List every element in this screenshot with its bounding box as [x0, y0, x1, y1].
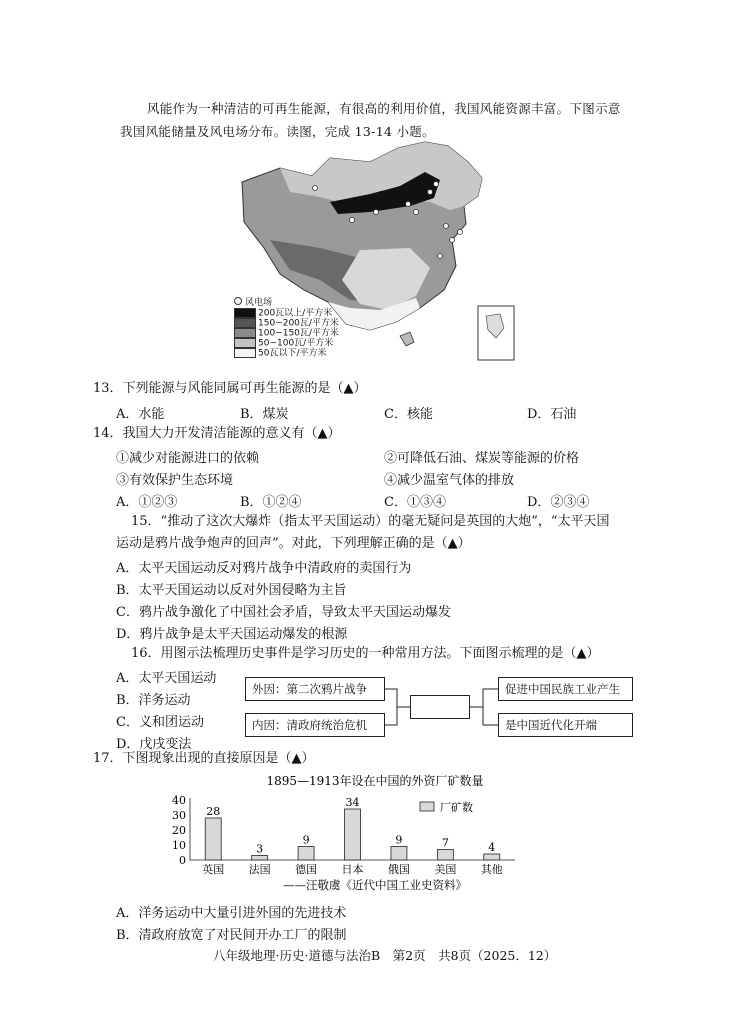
- y-tick-label: 20: [172, 824, 186, 837]
- bar: [345, 809, 361, 860]
- legend-level-label: 50瓦以下/平方米: [258, 348, 327, 359]
- x-tick-label: 英国: [202, 863, 225, 876]
- q17-option-a[interactable]: A．洋务运动中大量引进外国的先进技术: [116, 906, 347, 921]
- q14-item-1: ①减少对能源进口的依赖: [116, 451, 260, 466]
- q15-stem-line-1: 15．“推动了这次大爆炸（指太平天国运动）的毫无疑问是英国的大炮”，“太平天国: [131, 514, 610, 529]
- bar: [252, 856, 268, 861]
- legend-level-swatch: [234, 338, 256, 348]
- q15-option-c[interactable]: C．鸦片战争激化了中国社会矛盾，导致太平天国运动爆发: [116, 605, 451, 620]
- q13-stem: 13．下列能源与风能同属可再生能源的是（▲）: [93, 381, 367, 396]
- bar: [484, 854, 500, 860]
- y-tick-label: 0: [179, 854, 186, 867]
- q14-stem: 14．我国大力开发清洁能源的意义有（▲）: [93, 426, 341, 441]
- bar-value-label: 4: [488, 841, 496, 854]
- y-tick-label: 10: [172, 839, 186, 852]
- chart-title: 1895—1913年设在中国的外资厂矿数量: [266, 774, 484, 788]
- intro-line-1: 风能作为一种清洁的可再生能源，有很高的利用价值，我国风能资源丰富。下图示意: [147, 101, 621, 116]
- x-tick-label: 俄国: [387, 863, 410, 876]
- diagram-right-top: 促进中国民族工业产生: [498, 677, 633, 701]
- q16-option-a[interactable]: A．太平天国运动: [116, 671, 217, 686]
- bar-value-label: 9: [302, 833, 310, 847]
- q16-option-d[interactable]: D．戊戌变法: [116, 737, 192, 752]
- legend-level-swatch: [234, 348, 256, 358]
- q13-option-b[interactable]: B．煤炭: [240, 407, 289, 422]
- q15-option-d[interactable]: D．鸦片战争是太平天国运动爆发的根源: [116, 627, 348, 642]
- q14-option-a[interactable]: A．①②③: [116, 495, 178, 510]
- bar: [437, 850, 453, 861]
- bar-value-label: 7: [441, 836, 449, 850]
- legend-levels: [234, 308, 339, 358]
- legend-level-row: [234, 318, 339, 328]
- x-tick-label: 日本: [341, 863, 364, 876]
- legend-level-swatch: [234, 308, 256, 318]
- bar-value-label: 9: [395, 833, 403, 847]
- legend-swatch: [420, 802, 434, 811]
- q15-option-b[interactable]: B．太平天国运动以反对外国侵略为主旨: [116, 583, 347, 598]
- q13-option-c[interactable]: C．核能: [384, 407, 433, 422]
- q14-option-b[interactable]: B．①②④: [240, 495, 302, 510]
- q14-item-2: ②可降低石油、煤炭等能源的价格: [384, 451, 580, 466]
- q14-option-d[interactable]: D．②③④: [527, 495, 590, 510]
- bar-value-label: 28: [206, 805, 221, 818]
- legend-label: 厂矿数: [440, 801, 473, 814]
- chart-svg: [160, 770, 540, 895]
- foreign-factories-chart: [160, 770, 540, 895]
- q13-option-a[interactable]: A．水能: [116, 407, 165, 422]
- diagram-connectors: [245, 675, 635, 745]
- q15-stem-line-2: 运动是鸦片战争炮声的回声”。对此，下列理解正确的是（▲）: [116, 536, 471, 551]
- q16-option-c[interactable]: C．义和团运动: [116, 715, 204, 730]
- q16-diagram: [245, 675, 635, 745]
- y-tick-label: 40: [172, 794, 186, 807]
- legend-level-label: 100~150瓦/平方米: [258, 328, 339, 339]
- diagram-left-top: 外因：第二次鸦片战争: [245, 677, 385, 701]
- china-wind-map: [220, 140, 520, 365]
- q16-option-b[interactable]: B．洋务运动: [116, 693, 191, 708]
- q14-item-4: ④减少温室气体的排放: [384, 473, 515, 488]
- legend-level-row: [234, 328, 339, 338]
- legend-level-label: 150~200瓦/平方米: [258, 318, 339, 329]
- diagram-right-bottom: 是中国近代化开端: [498, 713, 633, 737]
- bar: [391, 847, 407, 861]
- q16-stem: 16．用图示法梳理历史事件是学习历史的一种常用方法。下面图示梳理的是（▲）: [131, 646, 600, 661]
- bar: [205, 818, 221, 860]
- legend-level-label: 50~100瓦/平方米: [258, 338, 334, 349]
- q15-option-a[interactable]: A．太平天国运动反对鸦片战争中清政府的卖国行为: [116, 561, 412, 576]
- legend-level-row: [234, 348, 339, 358]
- bar-value-label: 34: [345, 796, 360, 809]
- legend-level-row: [234, 308, 339, 318]
- x-tick-label: 德国: [295, 863, 318, 876]
- x-tick-label: 美国: [434, 863, 457, 876]
- intro-line-2: 我国风能储量及风电场分布。读图，完成 13-14 小题。: [120, 124, 435, 139]
- x-tick-label: 法国: [248, 863, 271, 876]
- q13-option-d[interactable]: D．石油: [527, 407, 577, 422]
- legend-level-label: 200瓦以上/平方米: [258, 308, 333, 319]
- y-tick-label: 30: [172, 809, 186, 822]
- station-icon: [234, 297, 242, 305]
- q17-stem: 17．下图现象出现的直接原因是（▲）: [93, 751, 315, 766]
- page-footer: 八年级地理·历史·道德与法治B 第2页 共8页（2025．12）: [213, 948, 557, 963]
- legend-station: 风电场: [234, 295, 339, 308]
- legend-level-row: [234, 338, 339, 348]
- legend-level-swatch: [234, 318, 256, 328]
- chart-source: ——汪敬虞《近代中国工业史资料》: [283, 878, 467, 892]
- q17-option-b[interactable]: B．清政府放宽了对民间开办工厂的限制: [116, 928, 347, 943]
- q14-item-3: ③有效保护生态环境: [116, 473, 234, 488]
- legend-level-swatch: [234, 328, 256, 338]
- diagram-left-bottom: 内因：清政府统治危机: [245, 713, 385, 737]
- bar: [298, 847, 314, 861]
- x-tick-label: 其他: [480, 863, 503, 876]
- bar-value-label: 3: [256, 842, 264, 856]
- q14-option-c[interactable]: C．①③④: [384, 495, 446, 510]
